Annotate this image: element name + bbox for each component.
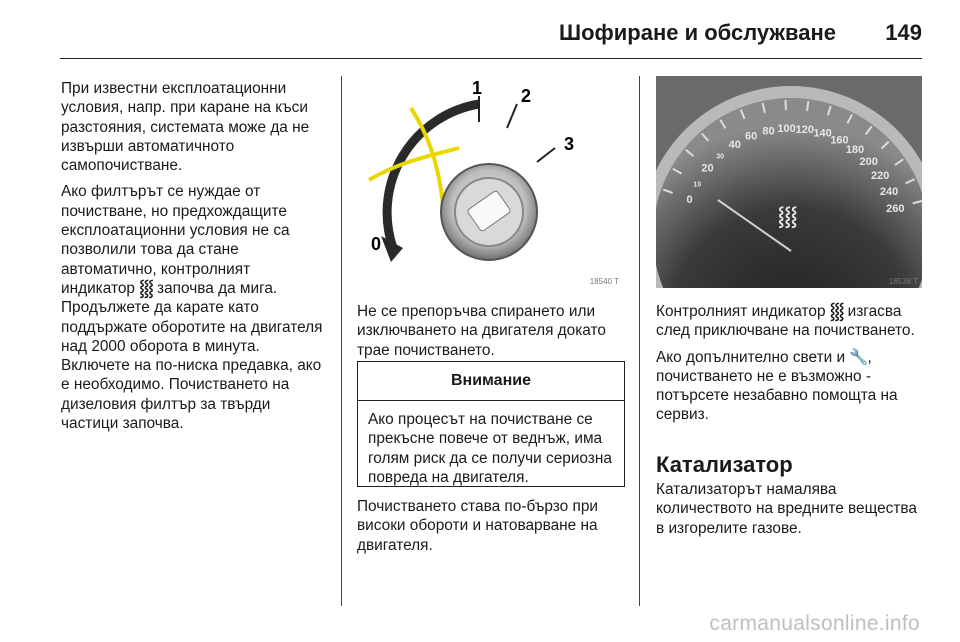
warning-box [357,361,625,487]
page-number: 149 [885,20,922,45]
warning-title: Внимание [358,362,624,401]
service-wrench-car-icon: 🔧 [849,348,868,366]
diesel-particle-filter-icon: ⸾⸾⸾ [139,279,153,297]
position-label-3: 3 [564,134,575,154]
speed-tick-label: 140 [813,127,832,140]
speed-tick-label: 160 [830,134,849,147]
speed-tick-label: 260 [886,203,905,215]
column-3 [656,302,928,432]
speed-tick-label: 100 [777,123,796,136]
paragraph: Ако филтърът се нуждае от почистване, но предхождащите експлоатационни условия не са позволили това да стане автоматично, контролният индикатор ⸾⸾⸾ започва да мига. Продължете да карате като поддържате оборотите на двигателя над 2000 оборота в минута. Включете на по-ниска предавка, ако е необходимо. Почистването на дизеловия филтър за твърди частици започва. [61,183,323,433]
speed-tick-label: 10 [693,181,702,189]
figure-code: 18538 T [888,277,918,286]
ignition-switch-figure [359,76,623,288]
section-heading: Катализатор [656,452,793,477]
section-title: Шофиране и обслужване [558,20,836,45]
paragraph: Ако допълнително свети и 🔧, почистването не е възможно - потърсете незабавно помощта на сервиз. [656,348,898,424]
speed-tick-label: 80 [762,125,775,138]
page-header [60,10,922,59]
speed-tick-label: 20 [701,162,714,175]
position-label-0: 0 [371,234,382,254]
speed-tick-mark [807,101,808,111]
position-label-1: 1 [472,78,483,98]
column-2-text-bottom [357,497,627,562]
column-divider [341,76,342,606]
speed-tick-label: 0 [686,194,693,207]
column-2-text-top [357,302,627,367]
speed-tick-label: 240 [879,185,899,198]
warning-text: Ако процесът на почистване се прекъсне повече от веднъж, има голям риск да се получи сериозна повреда на двигателя. [368,411,612,486]
position-2-mark [507,104,517,128]
speed-tick-label: 120 [795,123,814,136]
speed-tick-label: 220 [871,170,890,183]
paragraph: Не се препоръчва спирането или изключването на двигателя докато трае почистването. [357,303,606,359]
speed-tick-label: 40 [728,138,741,151]
speed-tick-label: 200 [859,156,878,168]
speed-tick-label: 60 [744,130,758,143]
speed-tick-label: 30 [716,153,724,161]
watermark: carmanualsonline.info [709,612,920,635]
column-1 [61,79,326,440]
speedometer-diagram [656,76,922,288]
figure-code: 18540 T [589,277,619,286]
diesel-particle-filter-icon: ⸾⸾⸾ [829,303,844,320]
column-3-bottom [656,480,928,545]
paragraph: При известни експлоатационни условия, напр. при каране на къси разстояния, системата може да не извърши автоматичното самопочистване. [61,80,310,175]
speed-tick-label: 180 [845,144,865,156]
ignition-switch-diagram [359,76,623,288]
paragraph: Почистването става по-бързо при високи обороти и натоварване на двигателя. [357,498,598,554]
paragraph: Контролният индикатор ⸾⸾⸾ изгасва след приключване на почистването. [656,303,915,340]
diesel-particle-filter-icon: ⸾⸾⸾ [778,206,798,226]
position-label-2: 2 [521,86,532,106]
speedometer-figure [656,76,922,288]
column-divider [639,76,640,606]
position-3-mark [537,148,555,162]
paragraph: Катализаторът намалява количеството на вредните вещества в изгорелите газове. [656,481,917,537]
